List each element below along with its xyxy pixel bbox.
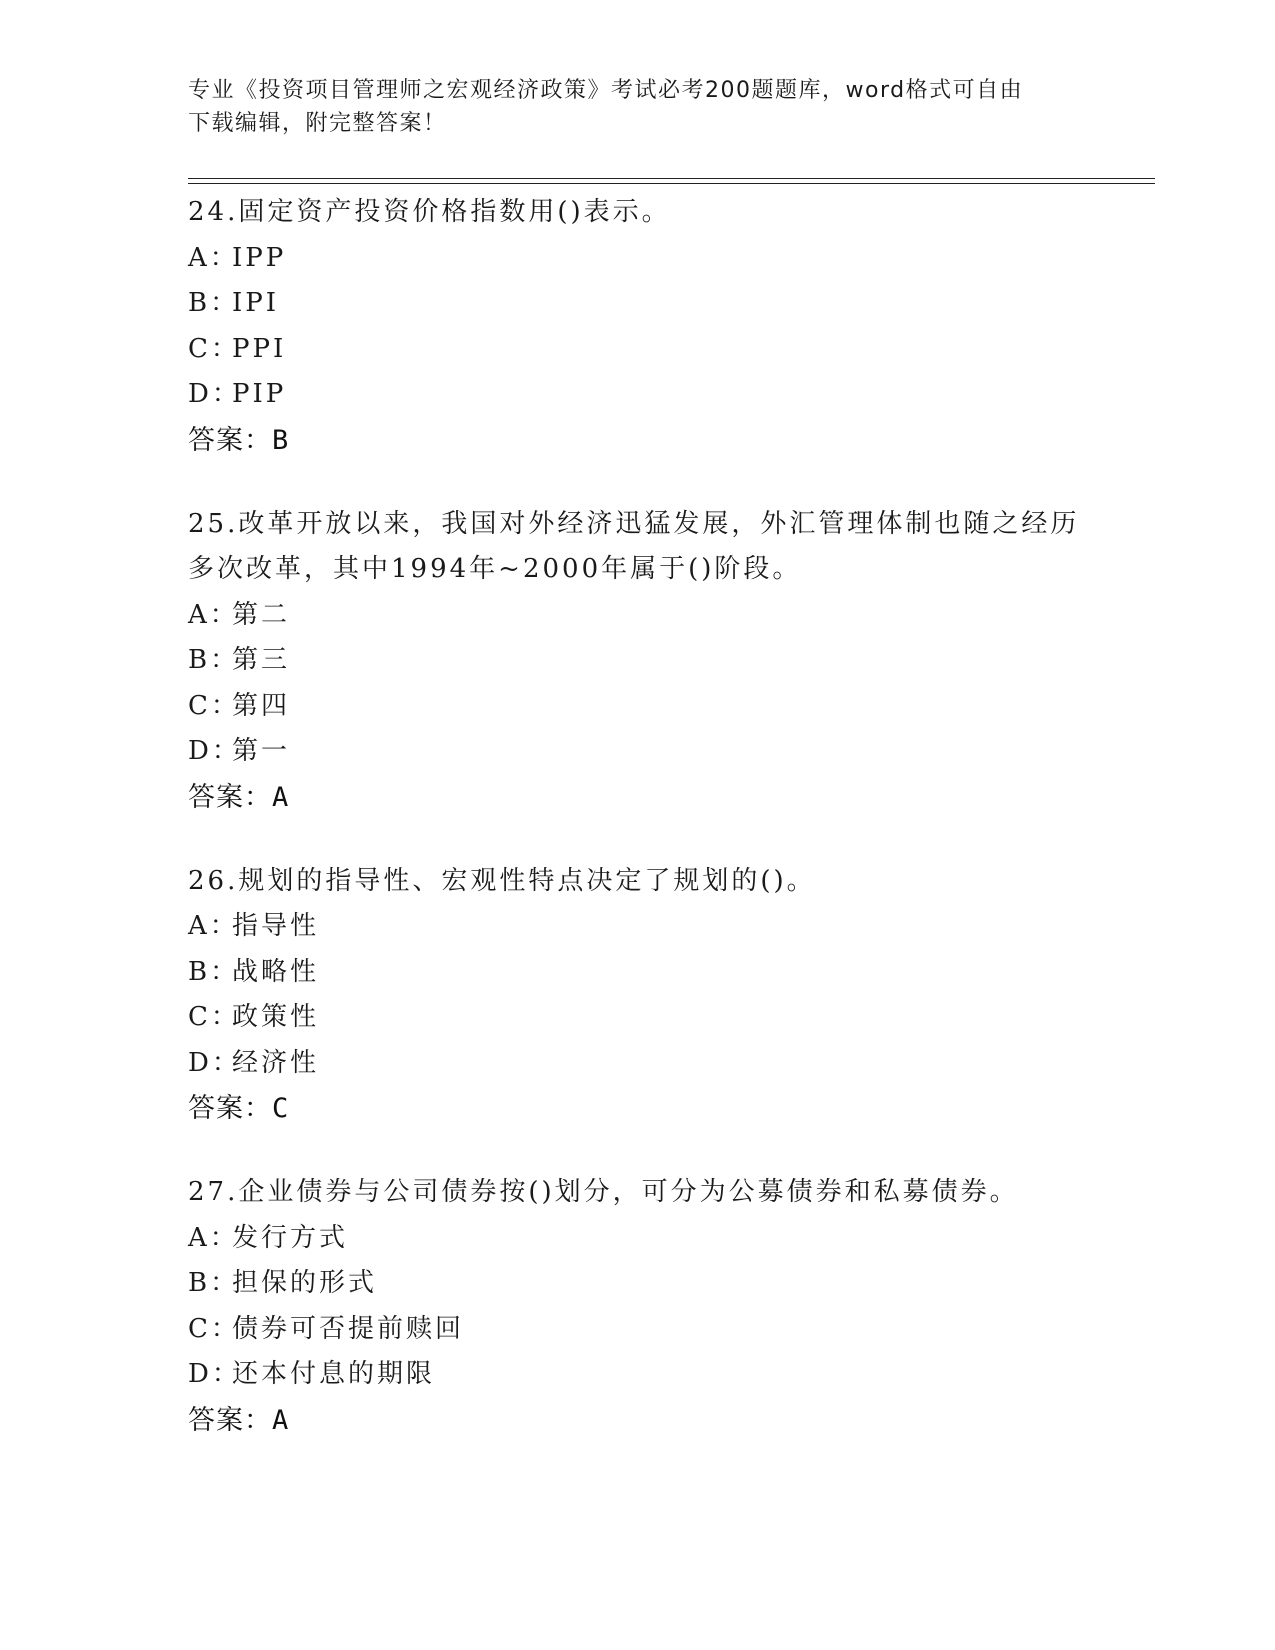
- option-b: [188, 281, 1088, 327]
- option-text: 担保的形式: [232, 1268, 378, 1298]
- question-27: [188, 1170, 1088, 1444]
- option-text: IPP: [232, 242, 287, 273]
- question-stem: 24.固定资产投资价格指数用()表示。: [188, 197, 671, 227]
- answer-value: A: [272, 781, 290, 813]
- answer-value: B: [272, 424, 290, 456]
- option-text: 第二: [232, 599, 291, 630]
- option-letter: A：: [188, 1222, 239, 1253]
- answer-line: [188, 775, 1088, 821]
- option-d: [188, 1352, 1088, 1398]
- option-c: [188, 1307, 1088, 1353]
- question-list: [188, 190, 1088, 1482]
- header-divider-bottom: [188, 183, 1155, 184]
- option-b: [188, 950, 1088, 996]
- option-letter: D：: [188, 1047, 241, 1078]
- option-b: [188, 638, 1088, 684]
- option-a: [188, 904, 1088, 950]
- option-letter: C：: [188, 333, 240, 364]
- option-letter: B：: [188, 956, 240, 987]
- option-letter: A：: [188, 911, 239, 941]
- option-text: 发行方式: [232, 1222, 349, 1253]
- option-text: PIP: [232, 379, 287, 409]
- header-line-1: 专业《投资项目管理师之宏观经济政策》考试必考200题题库，word格式可自由: [188, 78, 1024, 103]
- option-letter: C：: [188, 1002, 240, 1032]
- option-letter: A：: [188, 242, 239, 273]
- option-letter: D：: [188, 1359, 241, 1389]
- option-text: 第一: [232, 736, 291, 766]
- answer-label: 答案：: [188, 1093, 272, 1124]
- option-text: 第三: [232, 645, 291, 675]
- answer-label: 答案：: [188, 1404, 272, 1436]
- answer-label: 答案：: [188, 424, 272, 456]
- answer-line: [188, 418, 1088, 464]
- question-stem: 27.企业债券与公司债券按()划分，可分为公募债券和私募债券。: [188, 1177, 1019, 1207]
- option-text: IPI: [232, 288, 280, 318]
- option-text: PPI: [232, 333, 287, 364]
- question-stem-line-2: 多次改革，其中1994年~2000年属于()阶段。: [188, 554, 802, 584]
- option-c: [188, 684, 1088, 730]
- answer-line: [188, 1398, 1088, 1444]
- question-stem-line-1: 25.改革开放以来，我国对外经济迅猛发展，外汇管理体制也随之经历: [188, 508, 1080, 539]
- option-d: [188, 729, 1088, 775]
- option-letter: B：: [188, 1268, 240, 1298]
- header-line-2: 下载编辑，附完整答案！: [188, 111, 447, 136]
- answer-line: [188, 1086, 1088, 1132]
- answer-label: 答案：: [188, 781, 272, 813]
- option-text: 经济性: [232, 1047, 320, 1078]
- option-text: 战略性: [232, 956, 320, 987]
- answer-value: A: [272, 1404, 290, 1436]
- option-c: [188, 327, 1088, 373]
- option-text: 还本付息的期限: [232, 1359, 436, 1389]
- option-letter: B：: [188, 288, 240, 318]
- option-text: 指导性: [232, 911, 320, 941]
- question-24: [188, 190, 1088, 464]
- option-letter: D：: [188, 379, 241, 409]
- document-header: [188, 74, 1068, 140]
- option-c: [188, 995, 1088, 1041]
- question-25: [188, 502, 1088, 821]
- option-letter: C：: [188, 1313, 240, 1344]
- option-letter: B：: [188, 645, 240, 675]
- option-letter: A：: [188, 599, 239, 630]
- option-a: [188, 1216, 1088, 1262]
- option-a: [188, 236, 1088, 282]
- option-text: 第四: [232, 690, 291, 721]
- option-a: [188, 593, 1088, 639]
- option-letter: C：: [188, 690, 240, 721]
- option-d: [188, 372, 1088, 418]
- option-text: 债券可否提前赎回: [232, 1313, 465, 1344]
- question-26: [188, 859, 1088, 1133]
- option-letter: D：: [188, 736, 241, 766]
- option-text: 政策性: [232, 1002, 320, 1032]
- header-divider-top: [188, 178, 1155, 179]
- answer-value: C: [272, 1093, 290, 1124]
- option-b: [188, 1261, 1088, 1307]
- question-stem: 26.规划的指导性、宏观性特点决定了规划的()。: [188, 865, 816, 896]
- option-d: [188, 1041, 1088, 1087]
